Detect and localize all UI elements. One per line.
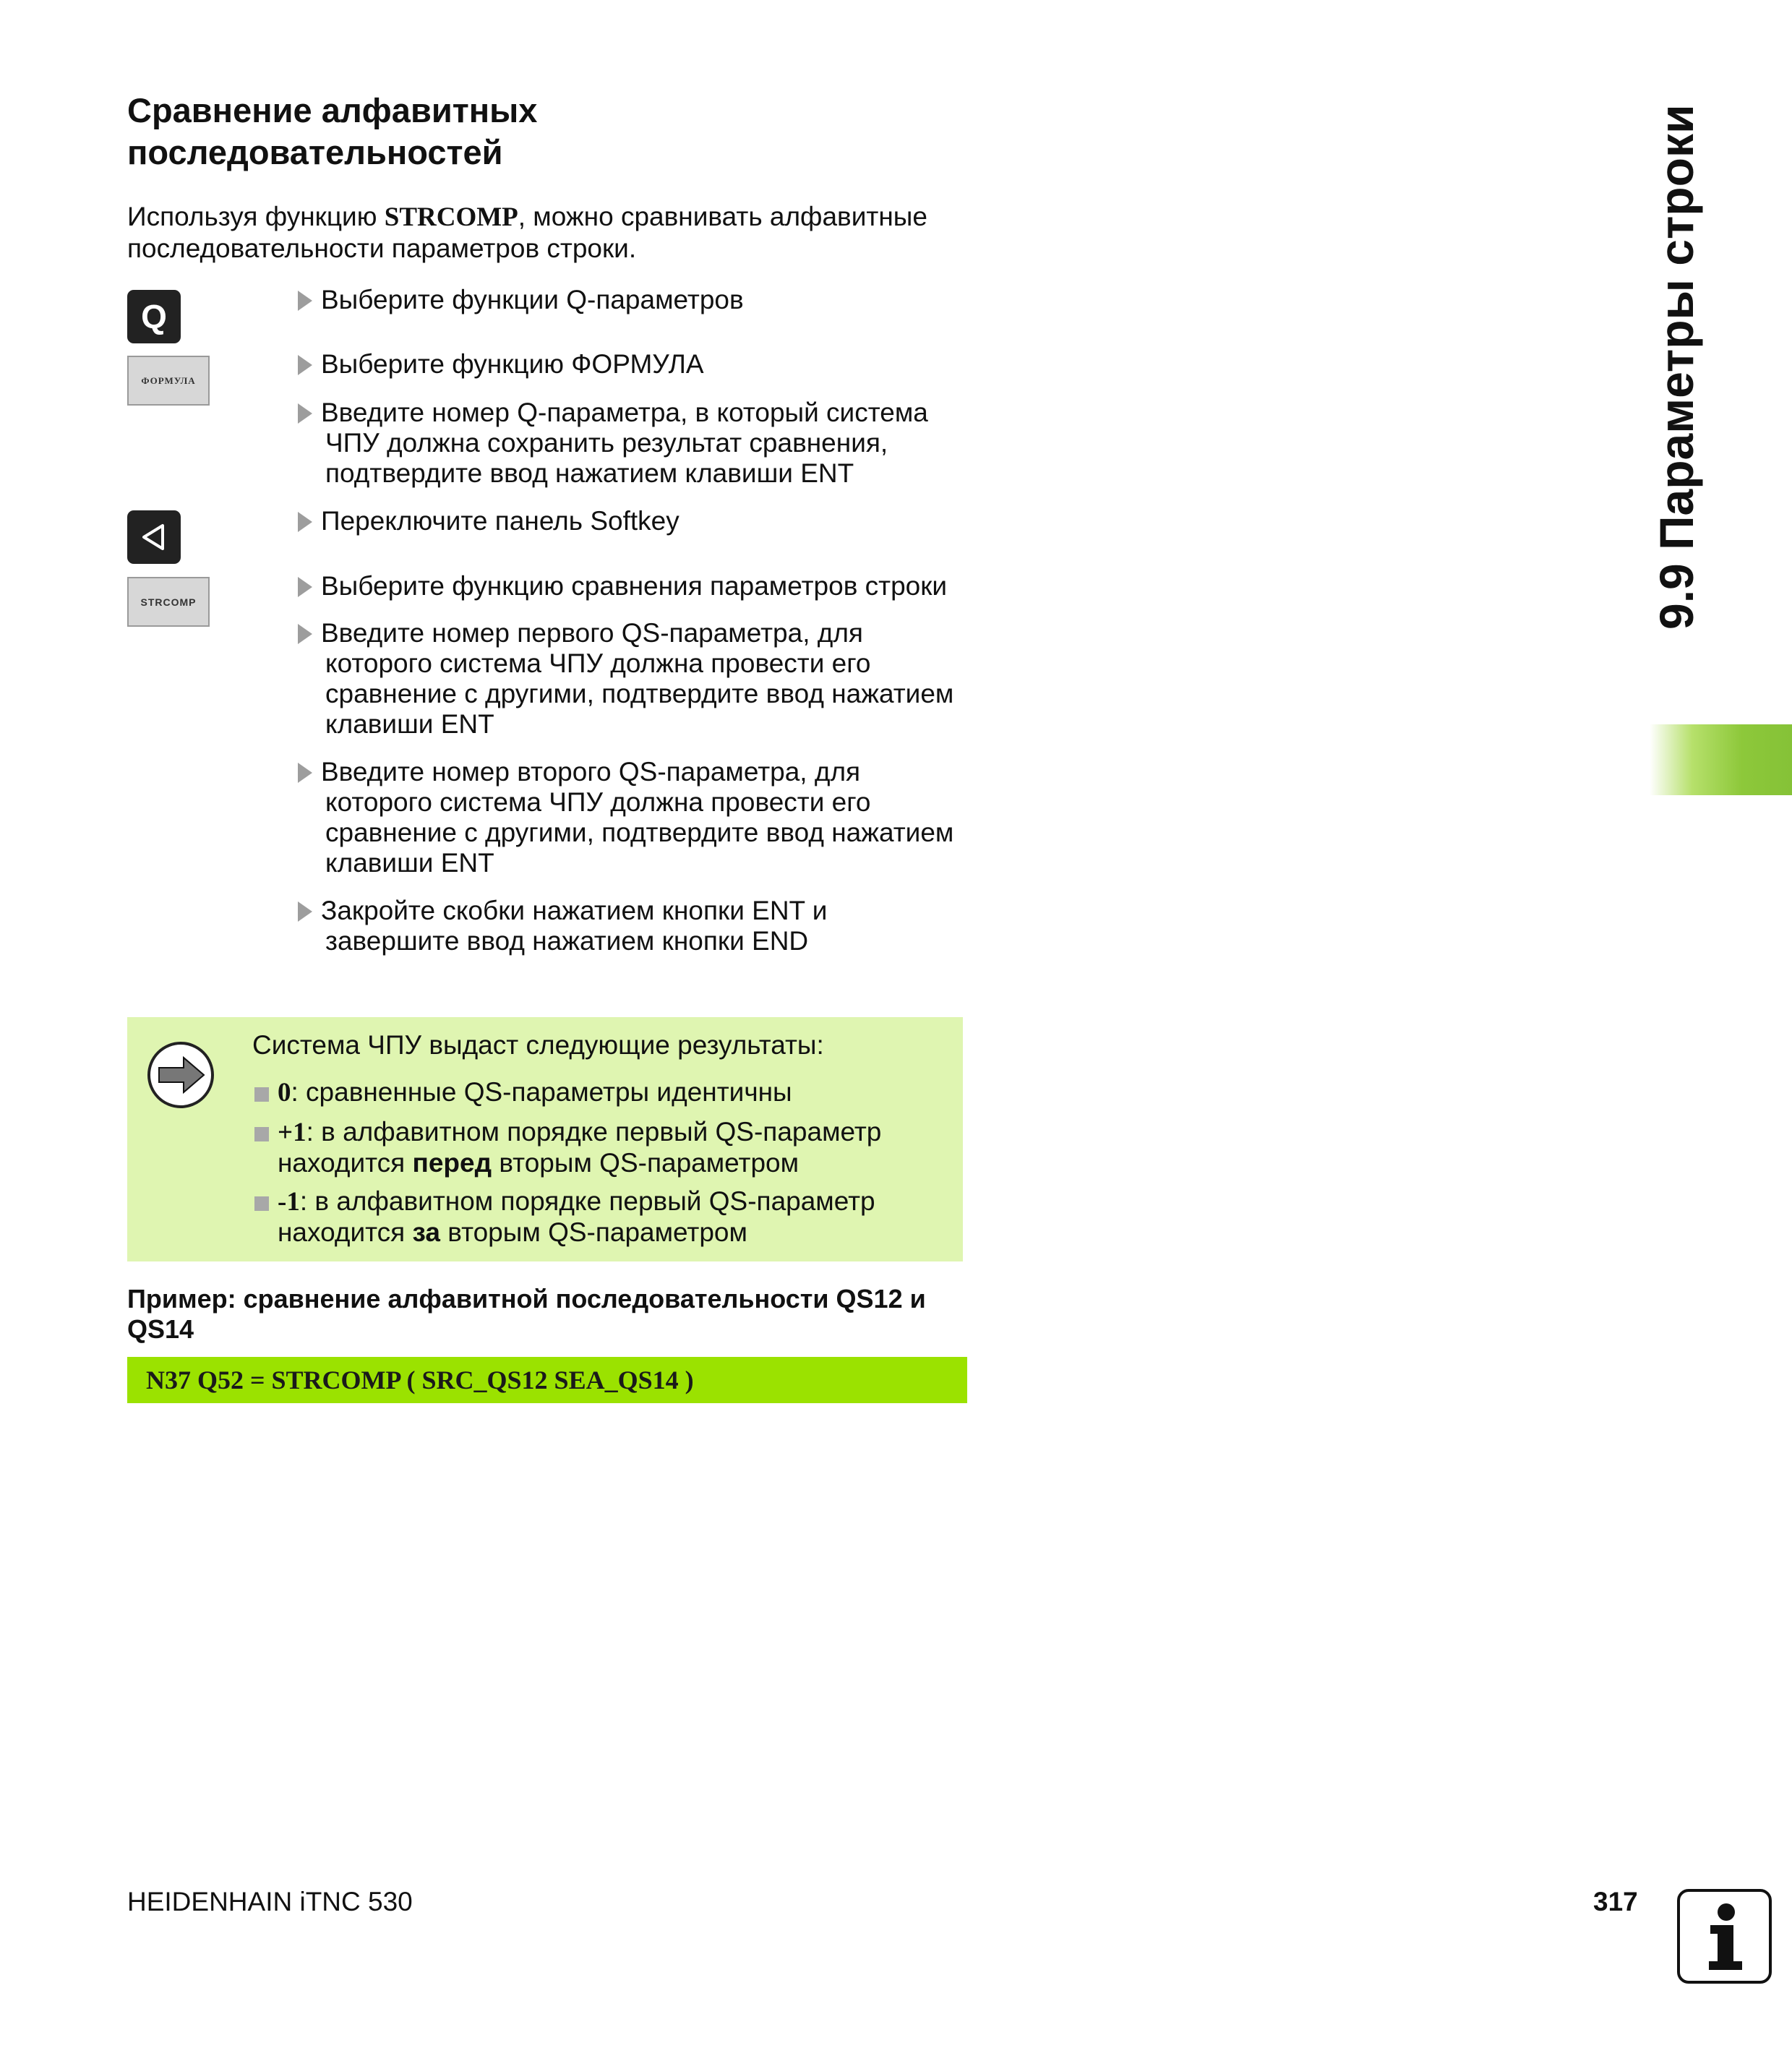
square-bullet-icon bbox=[254, 1087, 269, 1102]
intro-post: , можно сравнивать алфавитные bbox=[518, 202, 927, 231]
note-item-1-text: : в алфавитном порядке первый QS-параметр bbox=[306, 1117, 882, 1147]
note-item-1-line2-bold: перед bbox=[412, 1148, 492, 1178]
step-3-line1: Введите номер Q-параметра, в который система bbox=[321, 398, 928, 427]
step-3-line2: ЧПУ должна сохранить результат сравнения, bbox=[325, 428, 888, 458]
step-6-line4: клавиши ENT bbox=[325, 709, 494, 739]
intro-keyword: STRCOMP bbox=[384, 202, 518, 232]
step-6-line3: сравнение с другими, подтвердите ввод нажатием bbox=[325, 679, 954, 708]
step-6-line1: Введите номер первого QS-параметра, для bbox=[321, 618, 863, 648]
note-item-0-text: : сравненные QS-параметры идентичны bbox=[291, 1077, 792, 1107]
arrow-right-circle-icon bbox=[147, 1042, 214, 1108]
code-example: N37 Q52 = STRCOMP ( SRC_QS12 SEA_QS14 ) bbox=[127, 1357, 967, 1403]
note-item-2-line2-post: вторым QS-параметром bbox=[440, 1217, 747, 1247]
note-item-2-value: -1 bbox=[278, 1187, 300, 1217]
note-item-2-line2-bold: за bbox=[412, 1217, 440, 1247]
q-key-label: Q bbox=[141, 298, 167, 335]
note-item-1-value: +1 bbox=[278, 1118, 306, 1147]
step-1-line: Выберите функции Q-параметров bbox=[321, 285, 744, 314]
note-heading: Система ЧПУ выдаст следующие результаты: bbox=[252, 1030, 824, 1060]
note-item-1-line2-post: вторым QS-параметром bbox=[492, 1148, 799, 1178]
step-7-line1: Введите номер второго QS-параметра, для bbox=[321, 757, 861, 787]
note-item-0-value: 0 bbox=[278, 1078, 291, 1107]
example-heading-line1: Пример: сравнение алфавитной последовательности QS12 и bbox=[127, 1284, 926, 1314]
formula-softkey[interactable] bbox=[127, 356, 210, 406]
step-7-line2: которого система ЧПУ должна провести его bbox=[325, 787, 871, 817]
intro-pre: Используя функцию bbox=[127, 202, 385, 231]
page-title-line2: последовательностей bbox=[127, 133, 503, 171]
chapter-tab-bar bbox=[1650, 724, 1792, 795]
example-heading-line2: QS14 bbox=[127, 1314, 194, 1344]
softkey-switch-key[interactable] bbox=[127, 510, 181, 564]
intro-paragraph bbox=[127, 201, 980, 264]
intro-line2: последовательности параметров строки. bbox=[127, 233, 637, 263]
square-bullet-icon bbox=[254, 1127, 269, 1141]
note-item-2-line2-pre: находится bbox=[278, 1217, 413, 1247]
triangle-bullet-icon bbox=[298, 291, 312, 311]
step-6-line2: которого система ЧПУ должна провести его bbox=[325, 648, 871, 678]
example-heading bbox=[127, 1284, 980, 1345]
page-title bbox=[127, 90, 995, 173]
step-7-line3: сравнение с другими, подтвердите ввод нажатием bbox=[325, 818, 954, 847]
strcomp-softkey[interactable] bbox=[127, 577, 210, 627]
strcomp-softkey-label: STRCOMP bbox=[140, 596, 197, 608]
step-8-line2: завершите ввод нажатием кнопки END bbox=[325, 926, 809, 956]
triangle-bullet-icon bbox=[298, 577, 312, 597]
triangle-bullet-icon bbox=[298, 901, 312, 922]
page-number: 317 bbox=[1593, 1887, 1638, 1916]
triangle-bullet-icon bbox=[298, 512, 312, 532]
page-title-line1: Сравнение алфавитных bbox=[127, 91, 538, 129]
chapter-side-title: 9.9 Параметры строки bbox=[1650, 104, 1703, 630]
info-icon[interactable] bbox=[1677, 1889, 1772, 1984]
formula-softkey-label: ФОРМУЛА bbox=[141, 374, 196, 386]
step-4-line: Переключите панель Softkey bbox=[321, 506, 679, 536]
step-5-line: Выберите функцию сравнения параметров строки bbox=[321, 571, 948, 601]
triangle-bullet-icon bbox=[298, 624, 312, 644]
note-item-2-text: : в алфавитном порядке первый QS-параметр bbox=[299, 1186, 875, 1216]
step-2-line: Выберите функцию ФОРМУЛА bbox=[321, 349, 704, 379]
triangle-bullet-icon bbox=[298, 403, 312, 424]
triangle-bullet-icon bbox=[298, 355, 312, 375]
step-3-line3: подтвердите ввод нажатием клавиши ENT bbox=[325, 458, 854, 488]
step-8-line1: Закройте скобки нажатием кнопки ENT и bbox=[321, 896, 828, 925]
triangle-bullet-icon bbox=[298, 763, 312, 783]
step-7-line4: клавиши ENT bbox=[325, 848, 494, 878]
note-item-1-line2-pre: находится bbox=[278, 1148, 413, 1178]
square-bullet-icon bbox=[254, 1196, 269, 1211]
arrow-left-icon bbox=[140, 523, 168, 552]
footer-product: HEIDENHAIN iTNC 530 bbox=[127, 1887, 413, 1916]
q-key[interactable] bbox=[127, 290, 181, 343]
